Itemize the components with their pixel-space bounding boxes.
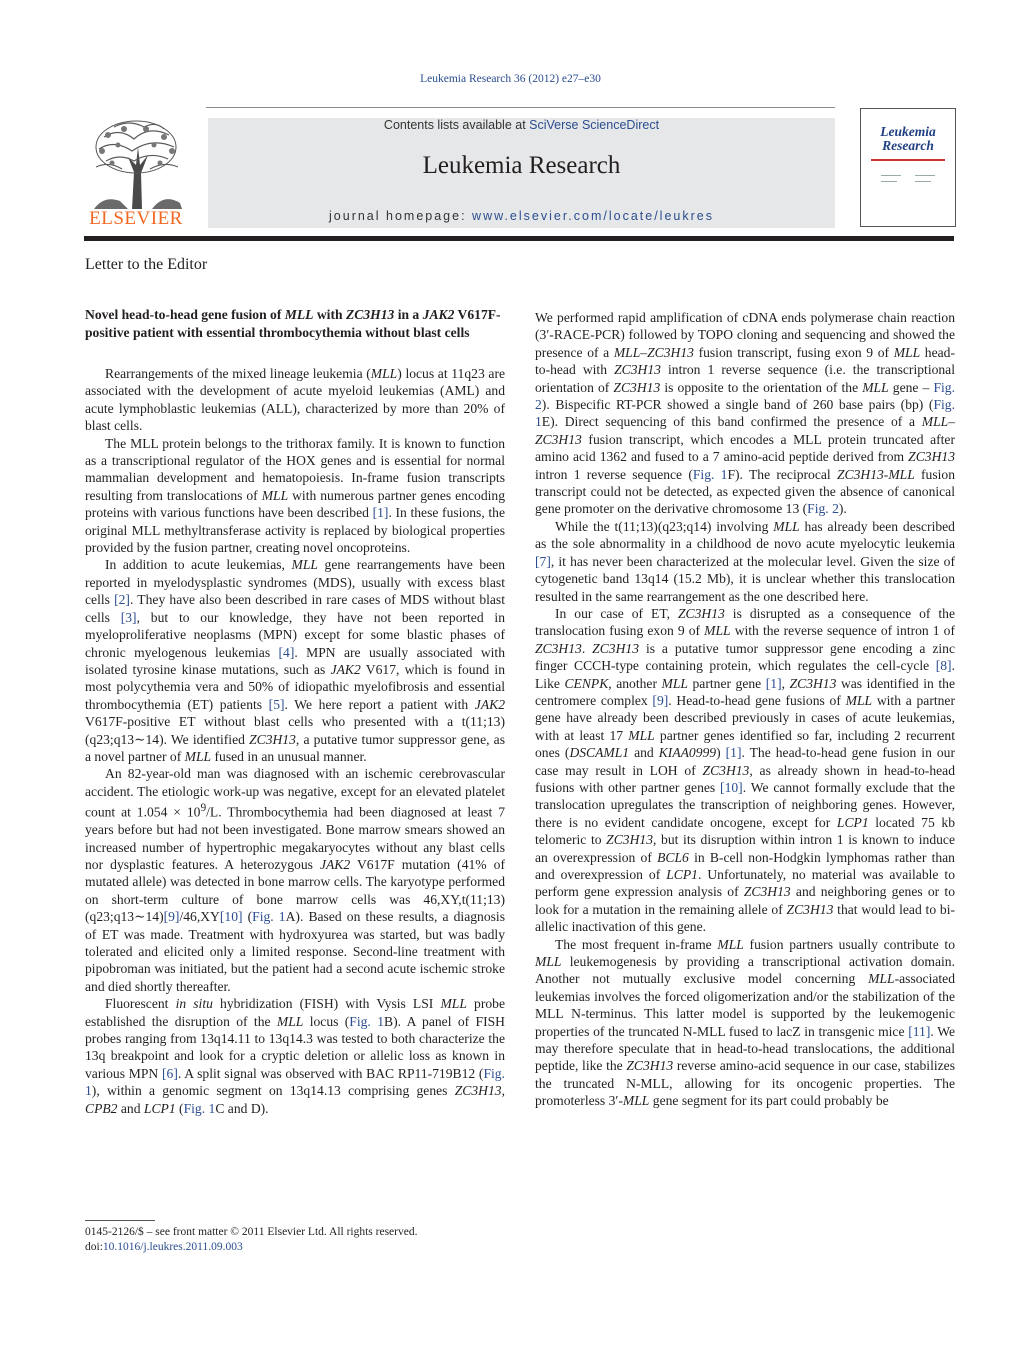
reference-link[interactable]: [11] xyxy=(908,1023,931,1039)
copyright-line: 0145-2126/$ – see front matter © 2011 Elsevier Ltd. All rights reserved. xyxy=(85,1226,418,1238)
journal-banner xyxy=(208,118,835,228)
cover-line xyxy=(915,175,935,176)
figure-link[interactable]: Fig. 2 xyxy=(807,501,839,517)
reference-link[interactable]: [6] xyxy=(162,1065,178,1081)
article-title: Novel head-to-head gene fusion of MLL with ZC3H13 in a JAK2 V617F-positive patient with essential thrombocythemia without blast cells xyxy=(85,307,501,340)
journal-title: Leukemia Research xyxy=(422,152,621,179)
paragraph: Fluorescent in situ hybridization (FISH) with Vysis LSI MLL probe established the disruption of the MLL locus (Fig. 1B). A panel of FISH probes ranging from 13q14.11 to 13q14.3 was tested to both characterize the 13q breakpoint and look for a cryptic deletion or allelic loss as known in various MPN [6]. A split signal was observed with BAC RP11-719B12 (Fig. 1), within a genomic segment on 13q14.13 comprising genes ZC3H13, CPB2 and LCP1 (Fig. 1C and D). xyxy=(85,996,506,1116)
reference-link[interactable]: [8] xyxy=(935,658,952,674)
paragraph: While the t(11;13)(q23;q14) involving MLL has already been described as the sole abnormality in a childhood de novo acute myelocytic leukemia [7], it has never been characterized at the molecular level. Given the size of cytogenetic band 13q14 (15.2 Mb), it is unclear whether this translocation resulted in the same rearrangement as the one described here. xyxy=(535,518,955,604)
publisher-wordmark: ELSEVIER xyxy=(89,208,183,229)
header-thick-rule xyxy=(84,236,954,241)
reference-link[interactable]: [1] xyxy=(765,675,782,691)
doi-line: doi:10.1016/j.leukres.2011.09.003 xyxy=(85,1241,243,1253)
homepage-line: journal homepage: www.elsevier.com/locate/leukres xyxy=(329,209,714,223)
figure-link[interactable]: Fig. 1 xyxy=(692,466,728,482)
reference-link[interactable]: [4] xyxy=(278,644,295,660)
reference-link[interactable]: [3] xyxy=(120,609,137,625)
footer-rule xyxy=(85,1220,155,1221)
cover-line xyxy=(881,175,901,176)
cover-line xyxy=(881,181,897,182)
journal-citation[interactable]: Leukemia Research 36 (2012) e27–e30 xyxy=(420,73,601,85)
reference-link[interactable]: [1] xyxy=(372,505,389,521)
figure-link[interactable]: Fig. 1 xyxy=(85,1065,506,1099)
reference-link[interactable]: [10] xyxy=(720,779,743,795)
reference-link[interactable]: [7] xyxy=(535,553,551,569)
paragraph: In our case of ET, ZC3H13 is disrupted as a consequence of the translocation fusing exon 9 of MLL with the reverse sequence of intron 1 of ZC3H13. ZC3H13 is a putative tumor suppressor gene encoding a zinc finger CCCH-type containing protein, which regulates the cell-cycle [8]. Like CENPK, another MLL partner gene [1], ZC3H13 was identified in the centromere complex [9]. Head-to-head gene fusions of MLL with a partner gene have already been described previously in cases of acute leukemias, with at least 17 MLL partner genes identified so far, including 2 recurrent ones (DSCAML1 and KIAA0999) [1]. The head-to-head gene fusion in our case may result in LOH of ZC3H13, as already shown in head-to-head fusions with other partner genes [10]. We cannot formally exclude that the translocation upregulates the transcription of neighboring genes. However, there is no evident candidate oncogene, except for LCP1 located 75 kb telomeric to ZC3H13, but its disruption within intron 1 is known to induce an overexpression of BCL6 in B-cell non-Hodgkin lymphomas rather than and overexpression of LCP1. Unfortunately, no material was available to perform gene expression analysis of ZC3H13 and neighboring genes or to look for a mutation in the remaining allele of ZC3H13 that would lead to bi-allelic inactivation of this gene. xyxy=(535,605,956,935)
journal-cover-thumbnail xyxy=(860,108,956,227)
cover-line xyxy=(915,181,931,182)
homepage-link[interactable]: www.elsevier.com/locate/leukres xyxy=(472,209,714,223)
footer xyxy=(85,1225,417,1255)
figure-link[interactable]: Fig. 1 xyxy=(252,909,286,925)
left-column xyxy=(85,306,505,1117)
figure-link[interactable]: Fig. 1 xyxy=(349,1013,384,1029)
figure-link[interactable]: Fig. 1 xyxy=(183,1100,216,1116)
reference-link[interactable]: [2] xyxy=(114,592,130,608)
figure-link[interactable]: Fig. 1 xyxy=(535,397,955,430)
cover-stripe xyxy=(871,159,945,161)
right-column xyxy=(535,309,955,1110)
section-label: Letter to the Editor xyxy=(85,256,208,273)
doi-link[interactable]: 10.1016/j.leukres.2011.09.003 xyxy=(102,1241,243,1253)
paragraph: We performed rapid amplification of cDNA ends polymerase chain reaction (3′-RACE-PCR) followed by TOPO cloning and sequencing and showed the presence of a MLL–ZC3H13 fusion transcript, fusing exon 9 of MLL head-to-head with ZC3H13 intron 1 reverse sequence (i.e. the transcriptional orientation of ZC3H13 is opposite to the orientation of the MLL gene – Fig. 2). Bispecific RT-PCR showed a single band of 260 base pairs (bp) (Fig. 1E). Direct sequencing of this band confirmed the presence of a MLL–ZC3H13 fusion transcript, which encodes a MLL protein truncated after amino acid 1362 and fused to a 7 amino-acid peptide derived from ZC3H13 intron 1 reverse sequence (Fig. 1F). The reciprocal ZC3H13-MLL fusion transcript could not be detected, as expected given the absence of canonical gene promoter on the derivative chromosome 13 (Fig. 2). xyxy=(535,310,956,517)
reference-link[interactable]: [9] xyxy=(163,909,180,925)
paragraph: The most frequent in-frame MLL fusion partners usually contribute to MLL leukemogenesis by providing a transcriptional activation domain. Another not mutually exclusive model concerning MLL-associated leukemias involves the forced oligomerization and/or the stabilization of the MLL N-terminus. This latter model is supported by the leukemogenic properties of the truncated N-MLL fused to lacZ in transgenic mice [11]. We may therefore speculate that in head-to-head translocations, the additional peptide, like the ZC3H13 reverse amino-acid sequence in our case, stabilizes the truncated N-MLL, allowing for its oncogenic properties. The promoterless 3′-MLL gene segment for its part could probably be xyxy=(535,936,956,1109)
reference-link[interactable]: [1] xyxy=(725,745,742,761)
paragraph: Rearrangements of the mixed lineage leukemia (MLL) locus at 11q23 are associated with the development of acute myeloid leukemias (AML) and acute lymphoblastic leukemias (ALL), characterized by more than 20% of blast cells. xyxy=(85,366,505,434)
contents-line: Contents lists available at SciVerse ScienceDirect xyxy=(383,118,660,132)
reference-link[interactable]: [5] xyxy=(268,696,285,712)
cover-title: Leukemia Research xyxy=(880,124,936,153)
paragraph: In addition to acute leukemias, MLL gene rearrangements have been reported in myelodysplastic syndromes (MDS), usually with excess blast cells [2]. They have also been described in rare cases of MDS without blast cells [3], but to our knowledge, they have not been reported in myeloproliferative neoplasms (MPN) except for some blastic phases of chronic myelogenous leukemias [4]. MPN are usually associated with isolated tyrosine kinase mutations, such as JAK2 V617, which is found in most polycythemia vera and 50% of idiopathic myelofibrosis and essential thrombocythemia (ET) patients [5]. We here report a patient with JAK2 V617F-positive ET without blast cells who presented with a t(11;13)(q23;q13∼14). We identified ZC3H13, a putative tumor suppressor gene, as a novel partner of MLL fused in an unusual manner. xyxy=(85,557,506,764)
sciencedirect-link[interactable]: SciVerse ScienceDirect xyxy=(529,118,660,132)
paragraph: An 82-year-old man was diagnosed with an ischemic cerebrovascular accident. The etiologic work-up was negative, except for an elevated platelet count at $1.054 \times 10^9/L$. Thrombocythemia had been diagnosed at least 7 years before but had not been investigated. Bone marrow smears showed an increased number of hypertrophic megakaryocytes without any blast cells nor dysplastic features. A heterozygous JAK2 V617F mutation (41% of mutated allele) was detected in bone marrow cells. The karyotype performed on short-term culture of bone marrow cells was 46,XY,t(11;13)(q23;q13∼14)[9]/46,XY[10] (Fig. 1A). Based on these results, a diagnosis of ET was made. Treatment with hydroxyurea was started, but was badly tolerated and elicited only a limited response. Second-line treatment with pipobroman was initiated, but the patient had a second acute ischemic stroke and died shortly thereafter. xyxy=(85,766,505,994)
figure-link[interactable]: Fig. 2 xyxy=(535,379,956,413)
header-rule xyxy=(206,107,835,108)
reference-link[interactable]: [10] xyxy=(219,909,243,925)
reference-link[interactable]: [9] xyxy=(652,692,669,708)
paragraph: The MLL protein belongs to the trithorax family. It is known to function as a transcriptional regulator of the HOX genes and is essential for normal mammalian development and hematopoiesis. In-frame fusion transcripts resulting from translocations of MLL with numerous partner genes encoding proteins with various functions have been described [1]. In these fusions, the original MLL methyltransferase activity is replaced by biological properties provided by the fusion partner, creating novel oncoproteins. xyxy=(85,435,506,556)
